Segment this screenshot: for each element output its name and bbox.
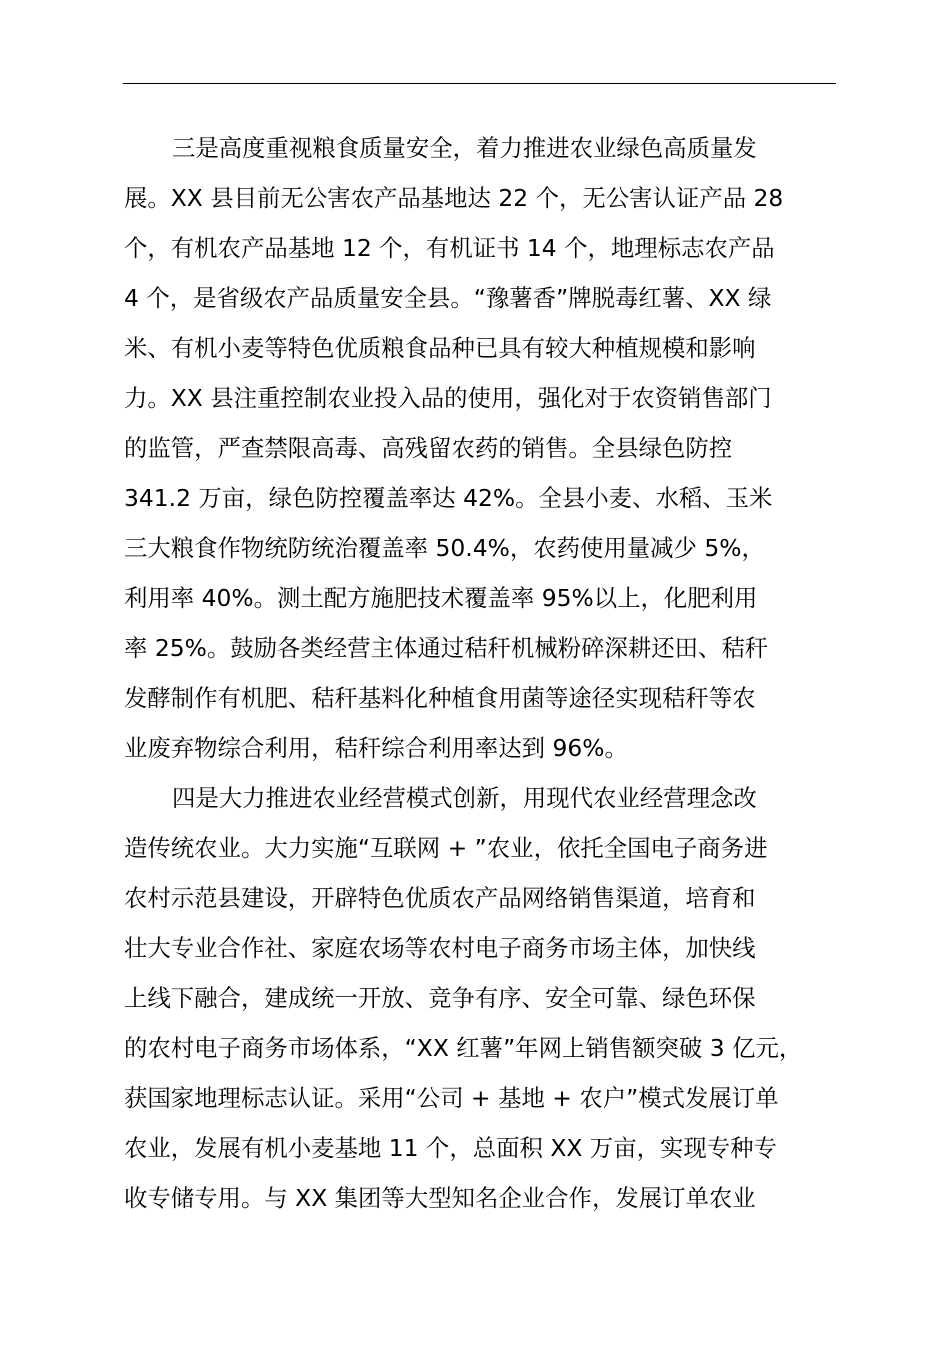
text-line: 4 个，是省级农产品质量安全县。“豫薯香”牌脱毒红薯、XX 绿 [124, 284, 772, 312]
text-line: 利用率 40%。测土配方施肥技术覆盖率 95%以上，化肥利用 [124, 584, 758, 612]
text-line: 农村示范县建设，开辟特色优质农产品网络销售渠道，培育和 [124, 884, 756, 912]
text-line: 造传统农业。大力实施“互联网 + ”农业，依托全国电子商务进 [124, 834, 768, 862]
text-line: 收专储专用。与 XX 集团等大型知名企业合作，发展订单农业 [124, 1184, 756, 1212]
text-line: 341.2 万亩，绿色防控覆盖率达 42%。全县小麦、水稻、玉米 [124, 484, 773, 512]
text-line: 上线下融合，建成统一开放、竞争有序、安全可靠、绿色环保 [124, 984, 756, 1012]
text-line: 米、有机小麦等特色优质粮食品种已具有较大种植规模和影响 [124, 334, 756, 362]
text-line: 个，有机农产品基地 12 个，有机证书 14 个，地理标志农产品 [124, 234, 775, 262]
text-line: 壮大专业合作社、家庭农场等农村电子商务市场主体，加快线 [124, 934, 756, 962]
text-line: 获国家地理标志认证。采用“公司 + 基地 + 农户”模式发展订单 [124, 1084, 779, 1112]
text-line: 的监管，严查禁限高毒、高残留农药的销售。全县绿色防控 [124, 434, 733, 462]
text-line: 发酵制作有机肥、秸秆基料化种植食用菌等途径实现秸秆等农 [124, 684, 756, 712]
header-rule [123, 83, 836, 84]
text-line: 三大粮食作物统防统治覆盖率 50.4%，农药使用量减少 5%， [124, 534, 765, 562]
text-line: 的农村电子商务市场体系，“XX 红薯”年网上销售额突破 3 亿元， [124, 1034, 803, 1062]
text-line: 展。XX 县目前无公害农产品基地达 22 个，无公害认证产品 28 [124, 184, 784, 212]
text-line: 农业，发展有机小麦基地 11 个，总面积 XX 万亩，实现专种专 [124, 1134, 777, 1162]
paragraph-4-first-line: 四是大力推进农业经营模式创新，用现代农业经营理念改 [172, 784, 757, 812]
text-line: 业废弃物综合利用，秸秆综合利用率达到 96%。 [124, 734, 628, 762]
paragraph-3-first-line: 三是高度重视粮食质量安全，着力推进农业绿色高质量发 [172, 134, 757, 162]
document-body [124, 123, 884, 1223]
text-line: 率 25%。鼓励各类经营主体通过秸秆机械粉碎深耕还田、秸秆 [124, 634, 769, 662]
text-line: 力。XX 县注重控制农业投入品的使用，强化对于农资销售部门 [124, 384, 772, 412]
